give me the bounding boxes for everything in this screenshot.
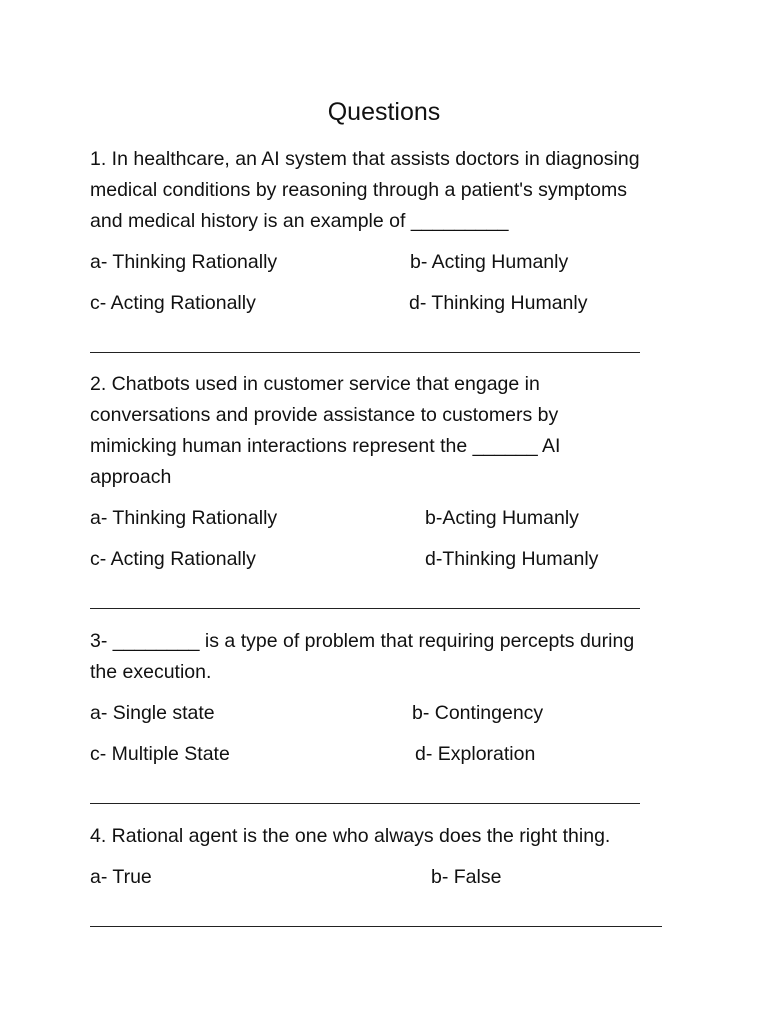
page-title: Questions [327,98,441,126]
question-2-option-d: d-Thinking Humanly [425,548,599,570]
question-2-line-2: conversations and provide assistance to customers by [90,404,559,426]
question-3-option-b: b- Contingency [412,702,544,724]
question-2-line-4: approach [90,466,172,488]
question-4-option-b: b- False [431,866,502,888]
question-4-line-1: 4. Rational agent is the one who always does the right thing. [90,825,611,847]
question-2-line-3: mimicking human interactions represent the ______ AI [90,435,561,457]
question-2-option-c: c- Acting Rationally [90,548,256,570]
question-3-option-a: a- Single state [90,702,215,724]
question-1-line-1: 1. In healthcare, an AI system that assists doctors in diagnosing [90,148,640,170]
question-1-option-a: a- Thinking Rationally [90,251,278,273]
question-3-option-d: d- Exploration [415,743,536,765]
question-3-option-c: c- Multiple State [90,743,230,765]
separator-line [90,608,640,609]
question-4-option-a: a- True [90,866,152,888]
question-1-option-d: d- Thinking Humanly [409,292,588,314]
question-2-option-a: a- Thinking Rationally [90,507,278,529]
question-1-option-c: c- Acting Rationally [90,292,256,314]
question-2-line-1: 2. Chatbots used in customer service that engage in [90,373,540,395]
separator-line [90,352,640,353]
question-2-option-b: b-Acting Humanly [425,507,579,529]
question-3-line-1: 3- ________ is a type of problem that requiring percepts during [90,630,635,652]
separator-line [90,803,640,804]
separator-line [90,926,662,927]
question-1-line-3: and medical history is an example of _________ [90,210,509,232]
question-1-option-b: b- Acting Humanly [410,251,569,273]
question-1-line-2: medical conditions by reasoning through a patient's symptoms [90,179,628,201]
question-3-line-2: the execution. [90,661,212,683]
